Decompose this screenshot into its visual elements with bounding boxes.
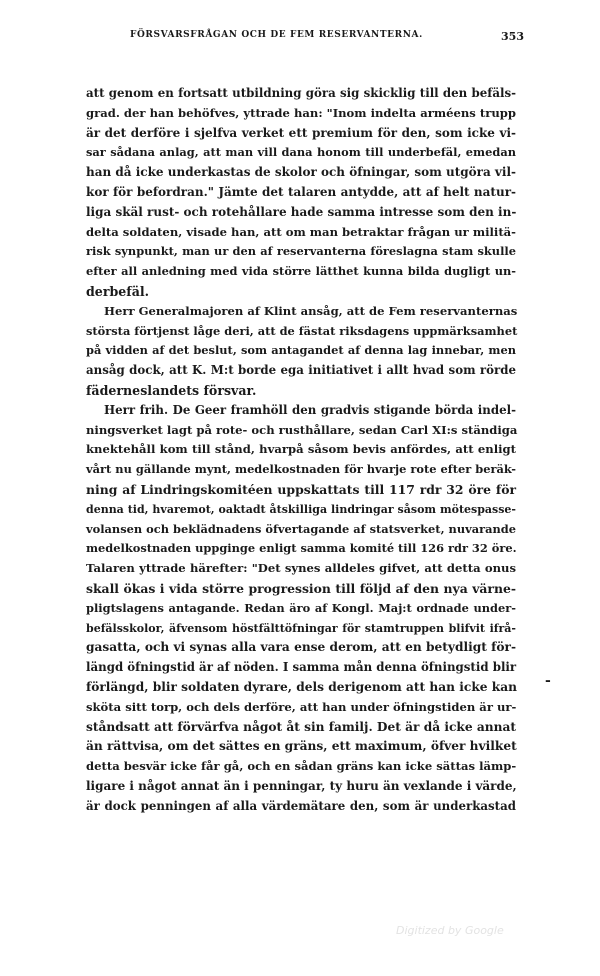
digitization-watermark: Digitized by Google [396, 924, 504, 937]
text-line: befälsskolor, äfvensom höstfälttöfningar för stamtruppen blifvit ifrå- [86, 621, 516, 635]
body-text [86, 84, 516, 816]
text-line: skall ökas i vida större progression till följd af den nya värne- [86, 580, 516, 596]
text-line: knektehåll kom till stånd, hvarpå såsom bevis anfördes, att enligt [86, 442, 516, 457]
text-line: på vidden af det beslut, som antagandet af denna lag innebar, men [86, 343, 516, 358]
text-line: Herr Generalmajoren af Klint ansåg, att de Fem reservanternas [104, 303, 518, 318]
running-title: FÖRSVARSFRÅGAN OCH DE FEM RESERVANTERNA. [130, 30, 423, 40]
text-line: är dock penningen af alla värdemätare den, som är underkastad [86, 798, 516, 813]
text-line: längd öfningstid är af nöden. I samma mån denna öfningstid blir [86, 660, 517, 675]
text-line: pligtslagens antagande. Redan äro af Kongl. Maj:t ordnade under- [86, 600, 516, 615]
text-line: ansåg dock, att K. M:t borde ega initiativet i allt hvad som rörde [86, 363, 516, 378]
text-line: Talaren yttrade härefter: "Det synes alldeles gifvet, att detta onus [86, 561, 516, 576]
page-number: 353 [501, 30, 524, 43]
text-line: sar sådana anlag, att man vill dana honom till underbefäl, emedan [86, 145, 516, 160]
text-line: fäderneslandets försvar. [86, 382, 257, 398]
text-line: att genom en fortsatt utbildning göra sig skicklig till den befäls- [86, 86, 516, 100]
text-line: liga skäl rust- och rotehållare hade samma intresse som den in- [86, 204, 517, 219]
margin-mark: - [545, 673, 551, 689]
text-line: grad. der han behöfves, yttrade han: "Inom indelta arméens trupp [86, 105, 516, 120]
text-line: denna tid, hvaremot, oaktadt åtskilliga lindringar såsom mötespasse- [86, 502, 516, 516]
text-line: vårt nu gällande mynt, medelkostnaden för hvarje rote efter beräk- [86, 462, 516, 477]
text-line: ning af Lindringskomitéen uppskattats till 117 rdr 32 öre för [86, 481, 516, 497]
text-line: efter all anledning med vida större lätthet kunna bilda dugligt un- [86, 264, 516, 279]
text-line: största förtjenst låge deri, att de fästat riksdagens uppmärksamhet [86, 323, 518, 338]
text-line: sköta sitt torp, och dels derföre, att han under öfningstiden är ur- [86, 699, 517, 714]
text-line: kor för befordran." Jämte det talaren antydde, att af helt natur- [86, 184, 516, 199]
text-line: ståndsatt att förvärfva något åt sin familj. Det är då icke annat [86, 719, 516, 734]
text-line: medelkostnaden uppginge enligt samma komité till 126 rdr 32 öre. [86, 541, 517, 556]
text-line: än rättvisa, om det sättes en gräns, ett maximum, öfver hvilket [86, 739, 517, 754]
text-line: volansen och beklädnadens öfvertagande af statsverket, nuvarande [86, 521, 516, 536]
text-line: delta soldaten, visade han, att om man betraktar frågan ur militä- [86, 224, 516, 239]
running-head [86, 30, 524, 50]
text-line: är det derföre i sjelfva verket ett premium för den, som icke vi- [86, 125, 516, 140]
text-line: Herr frih. De Geer framhöll den gradvis stigande börda indel- [104, 402, 516, 417]
text-line: gasatta, och vi synas alla vara ense derom, att en betydligt för- [86, 640, 517, 655]
text-line: ligare i något annat än i penningar, ty huru än vexlande i värde, [86, 778, 517, 793]
text-line: derbefäl. [86, 283, 150, 299]
text-line: förlängd, blir soldaten dyrare, dels derigenom att han icke kan [86, 679, 517, 694]
text-line: han då icke underkastas de skolor och öfningar, som utgöra vil- [86, 165, 516, 180]
text-line: risk synpunkt, man ur den af reservanterna föreslagna stam skulle [86, 244, 516, 259]
text-line: ningsverket lagt på rote- och rusthållare, sedan Carl XI:s ständiga [86, 422, 518, 437]
text-line: detta besvär icke får gå, och en sådan gräns kan icke sättas lämp- [86, 759, 517, 774]
